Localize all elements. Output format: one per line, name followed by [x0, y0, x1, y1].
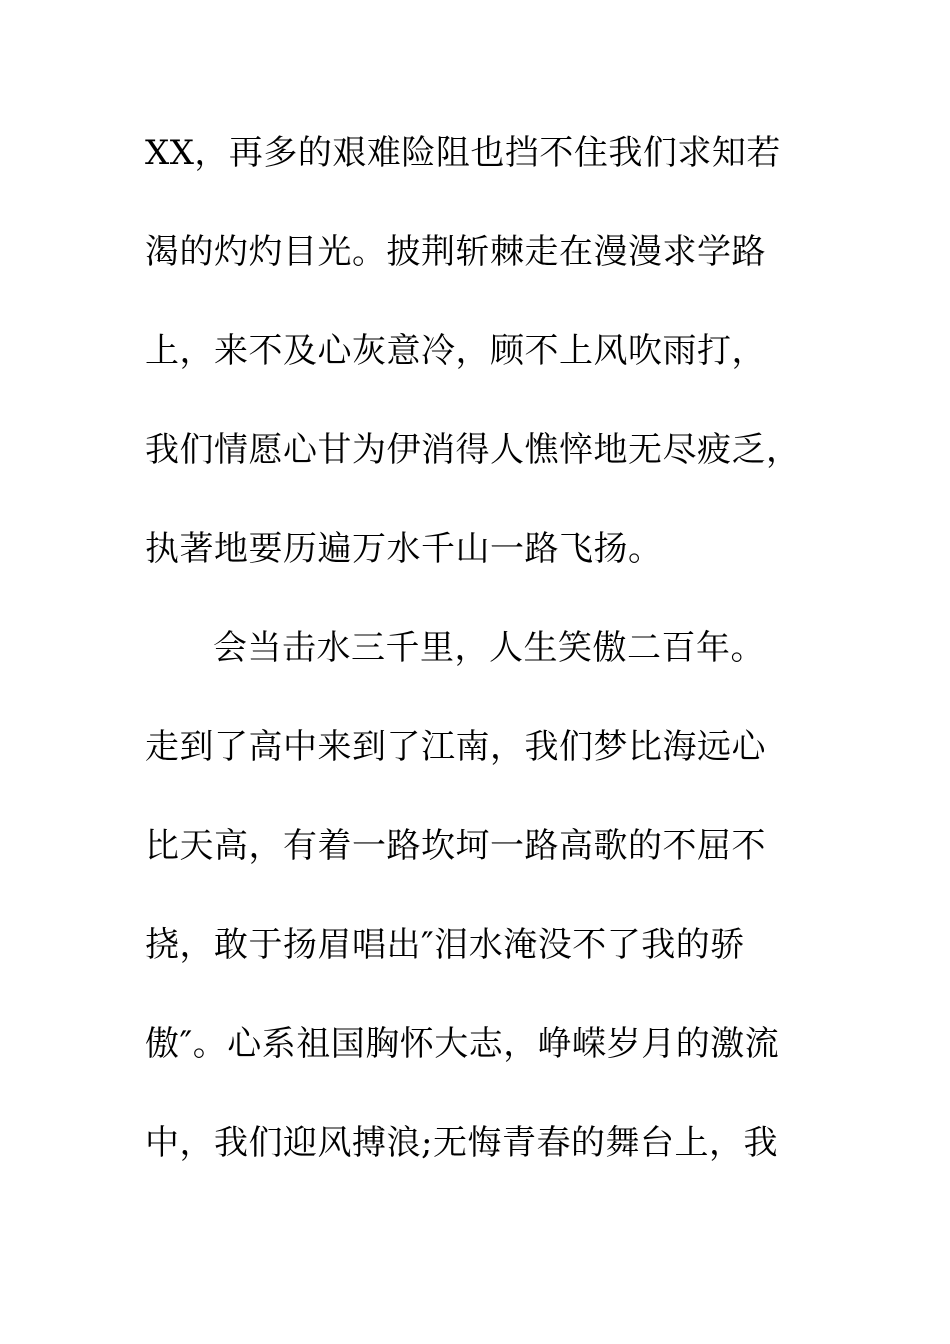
- text-line-4: 我们情愿心甘为伊消得人憔悴地无尽疲乏，: [145, 430, 801, 470]
- text-line-3: 上，来不及心灰意冷，顾不上风吹雨打，: [145, 331, 766, 371]
- text-line-5: 执著地要历遍万水千山一路飞扬。: [145, 529, 663, 569]
- text-line-11: 中，我们迎风搏浪;无悔青春的舞台上，我: [145, 1123, 778, 1163]
- paragraph-start-line: 会当击水三千里，人生笑傲二百年。: [213, 628, 765, 668]
- text-line-1: XX，再多的艰难险阻也挡不住我们求知若: [145, 133, 781, 173]
- text-line-10: 傲″。心系祖国胸怀大志，峥嵘岁月的激流: [145, 1024, 780, 1064]
- text-line-8: 比天高，有着一路坎坷一路高歌的不屈不: [145, 826, 766, 866]
- text-line-9: 挠，敢于扬眉唱出″泪水淹没不了我的骄: [145, 925, 745, 965]
- text-line-7: 走到了高中来到了江南，我们梦比海远心: [145, 727, 766, 767]
- text-line-2: 渴的灼灼目光。披荆斩棘走在漫漫求学路: [145, 232, 766, 272]
